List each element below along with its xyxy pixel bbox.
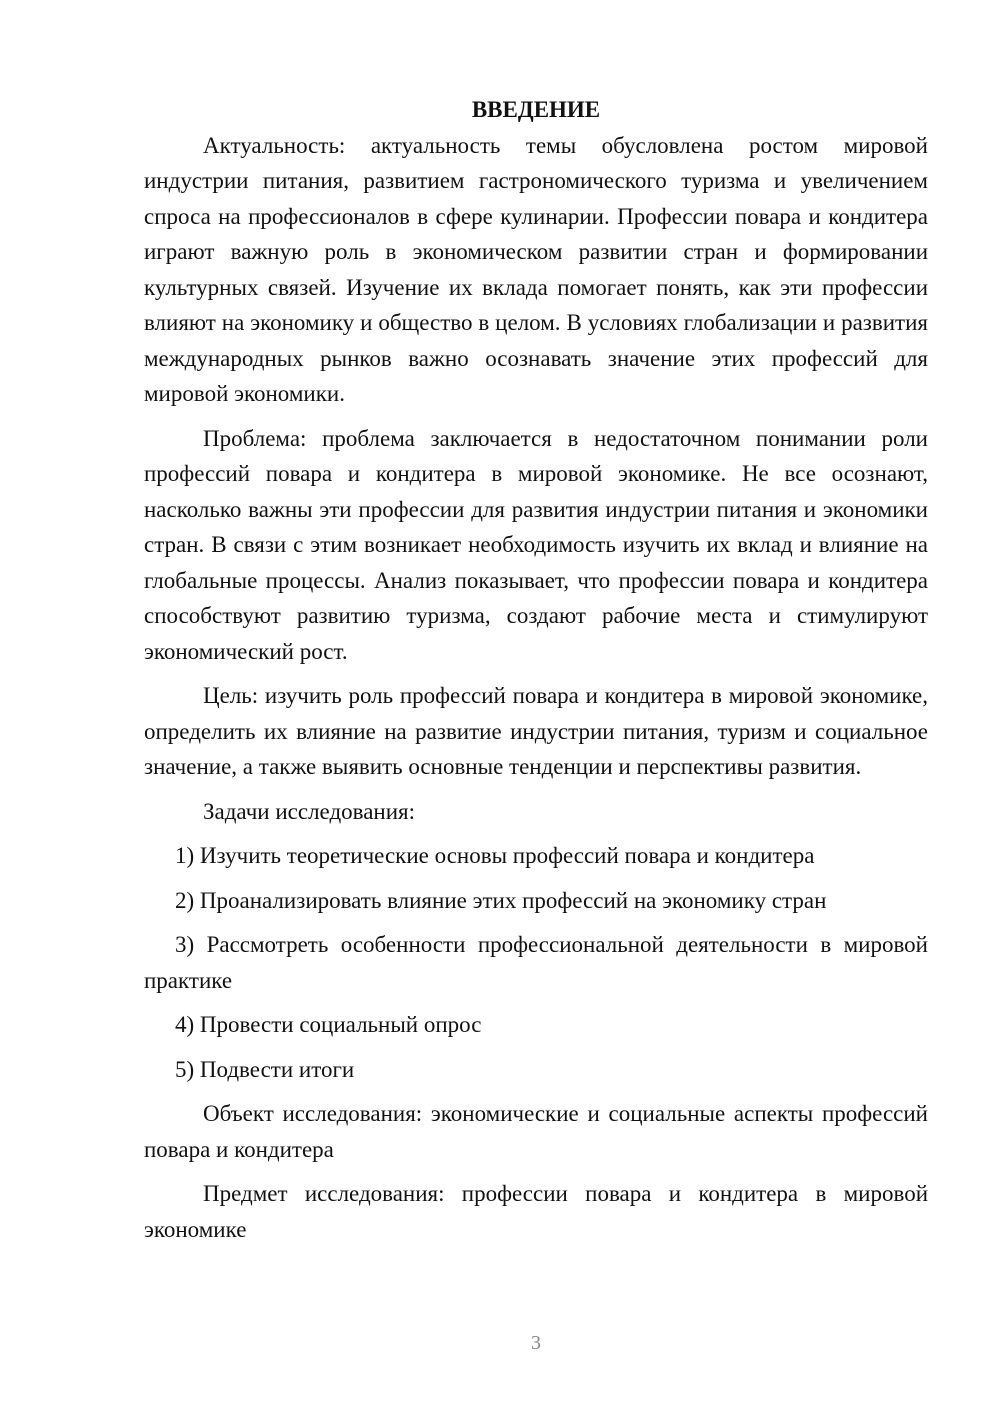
goal-paragraph: Цель: изучить роль профессий повара и кондитера в мировой экономике, определить их влияние на развитие индустрии питания, туризм и социальное значение, а также выявить основные тенденции и перспективы развития. bbox=[144, 683, 928, 779]
task-item: 1) Изучить теоретические основы профессий повара и кондитера bbox=[175, 843, 815, 868]
task-item: 2) Проанализировать влияние этих профессий на экономику стран bbox=[175, 887, 827, 913]
task-item: 3) Рассмотреть особенности профессиональной деятельности в мировой практике bbox=[144, 932, 928, 993]
subject-paragraph: Предмет исследования: профессии повара и кондитера в мировой экономике bbox=[144, 1181, 928, 1242]
tasks-heading: Задачи исследования: bbox=[203, 798, 416, 824]
object-paragraph: Объект исследования: экономические и социальные аспекты профессий повара и кондитера bbox=[144, 1101, 928, 1162]
relevance-paragraph: Актуальность: актуальность темы обусловлена ростом мировой индустрии питания, развитием гастрономического туризма и увеличением спроса на профессионалов в сфере кулинарии. Профессии повара и кондитера играют важную роль в экономическом развитии стран и формировании культурных связей. Изучение их вклада помогает понять, как эти профессии влияют на экономику и общество в целом. В условиях глобализации и развития международных рынков важно осознавать значение этих профессий для мировой экономики. bbox=[144, 132, 928, 406]
problem-paragraph: Проблема: проблема заключается в недостаточном понимании роли профессий повара и кондитера в мировой экономике. Не все осознают, насколько важны эти профессии для развития индустрии питания и экономики стран. В связи с этим возникает необходимость изучить их вклад и влияние на глобальные процессы. Анализ показывает, что профессии повара и кондитера способствуют развитию туризма, создают рабочие места и стимулируют экономический рост. bbox=[144, 425, 928, 664]
task-item: 5) Подвести итоги bbox=[175, 1056, 355, 1082]
page-number: 3 bbox=[531, 1332, 541, 1354]
page-content bbox=[144, 92, 928, 1256]
task-item: 4) Провести социальный опрос bbox=[175, 1012, 482, 1037]
section-heading: ВВЕДЕНИЕ bbox=[471, 97, 601, 122]
